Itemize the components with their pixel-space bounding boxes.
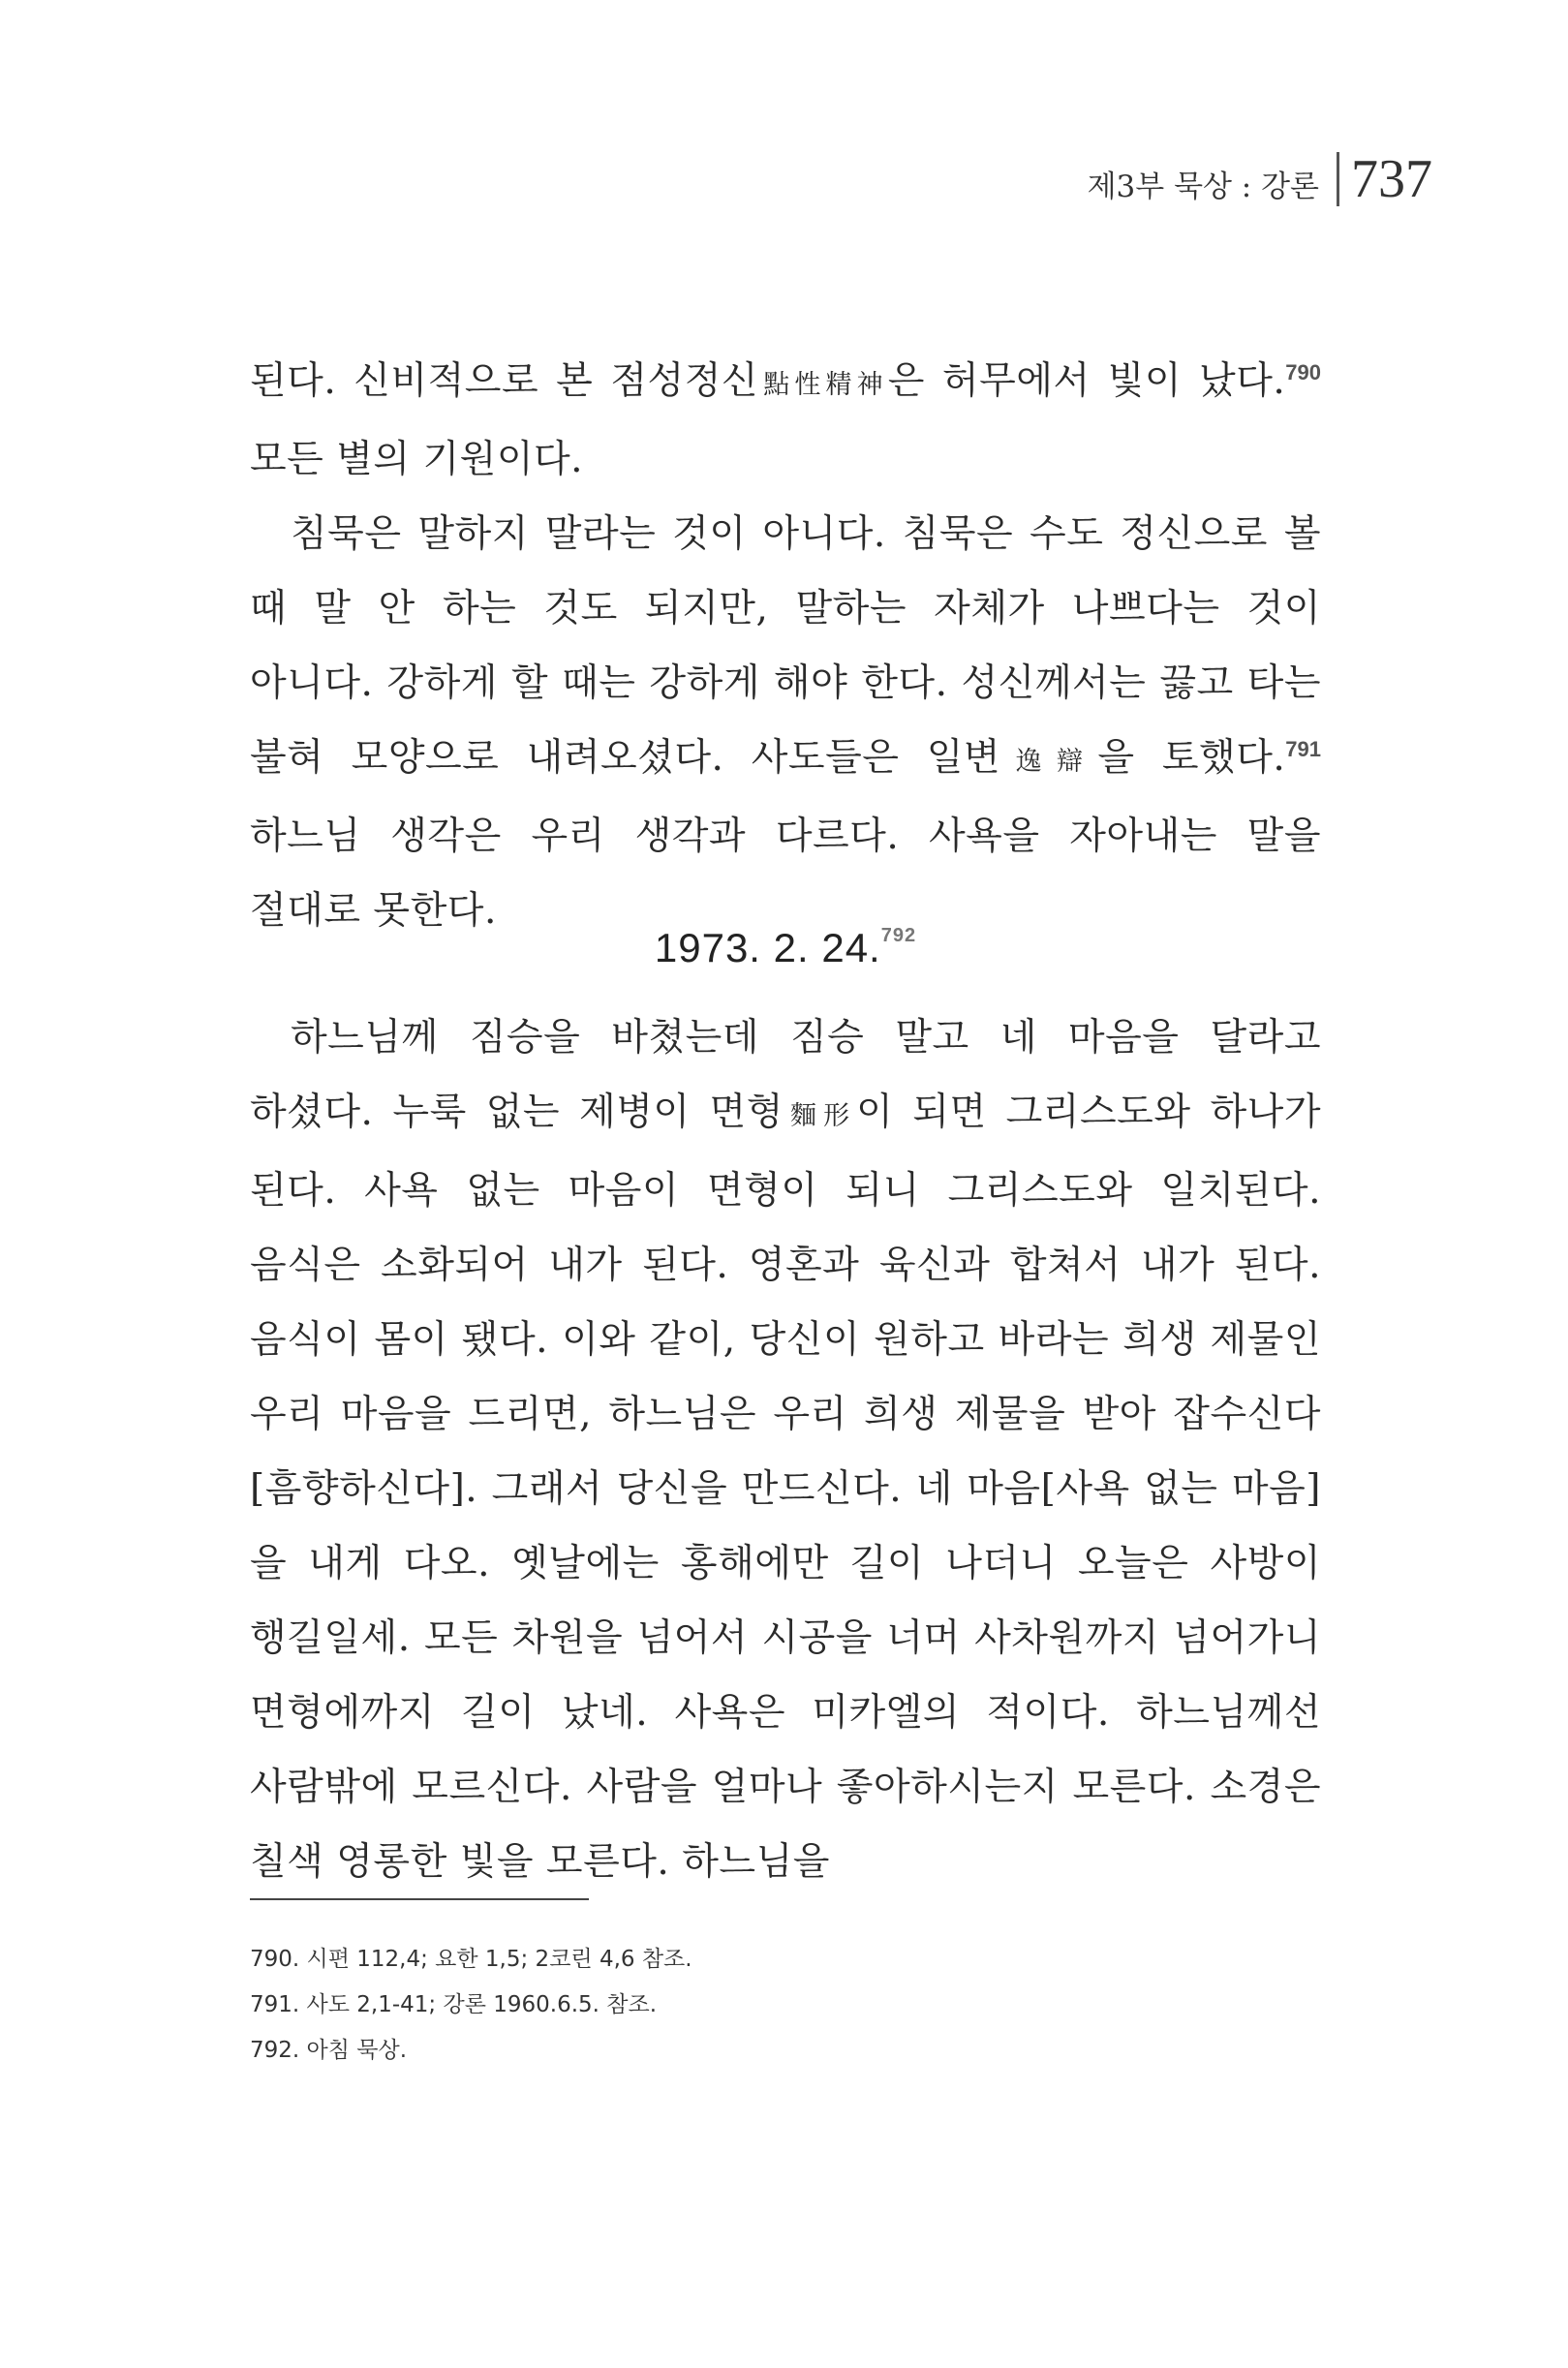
- paragraph-1: [250, 344, 1321, 497]
- footnote-792: 792. 아침 묵상.: [250, 2038, 408, 2063]
- footnote-divider: [250, 1898, 589, 1900]
- paragraph-2: [250, 497, 1321, 948]
- footnote-791: 791. 사도 2,1-41; 강론 1960.6.5. 참조.: [250, 1992, 658, 2017]
- footnotes: [250, 1937, 692, 2074]
- section-date: 1973. 2. 24.: [654, 925, 881, 970]
- body-text-top: [250, 344, 1321, 948]
- paragraph-text: 모든 별의 기원이다.: [250, 438, 584, 481]
- body-text-bottom: [250, 1000, 1321, 1899]
- section-heading: [250, 925, 1321, 971]
- paragraph-text: 을 토했다.: [1097, 736, 1286, 780]
- hanja-gloss: 麵形: [783, 1101, 857, 1131]
- footnote-ref-792[interactable]: 792: [880, 925, 917, 946]
- paragraph-3: [250, 1000, 1321, 1899]
- paragraph-text: 하느님 생각은 우리 생각과 다르다. 사욕을 자아내는 말을 절대로 못한다.: [250, 815, 1321, 933]
- paragraph-text: 은 허무에서 빛이 났다.: [887, 359, 1286, 403]
- hanja-gloss: 逸辯: [1000, 747, 1098, 777]
- paragraph-text: 침묵은 말하지 말라는 것이 아니다. 침묵은 수도 정신으로 볼 때 말 안 하는 것도 되지만, 말하는 자체가 나쁘다는 것이 아니다. 강하게 할 때는 강하게 해야 한다. 성신께서는 끓고 타는 불혀 모양으로 내려오셨다. 사도들은 일변: [250, 512, 1321, 780]
- hanja-gloss: 點性精神: [758, 370, 888, 400]
- running-title: 제3부 묵상 : 강론: [1087, 169, 1319, 204]
- paragraph-text: 된다. 신비적으로 본 점성정신: [250, 359, 759, 403]
- page-number: 737: [1351, 149, 1432, 209]
- paragraph-text: 하느님께 짐승을 바쳤는데 짐승 말고 네 마음을 달라고 하셨다. 누룩 없는 제병이 면형: [250, 1016, 1321, 1134]
- footnote-ref-791[interactable]: 791: [1285, 737, 1321, 761]
- paragraph-text: 이 되면 그리스도와 하나가 된다. 사욕 없는 마음이 면형이 되니 그리스도와 일치된다. 음식은 소화되어 내가 된다. 영혼과 육신과 합쳐서 내가 된다. 음식이 몸이 됐다. 이와 같이, 당신이 원하고 바라는 희생 제물인 우리 마음을 드리면, 하느님은 우리 희생 제물을 받아 잡수신다[흠향하신다]. 그래서 당신을 만드신다. 네 마음[사욕 없는 마음]을 내게 다오. 옛날에는 홍해에만 길이 나더니 오늘은 사방이 행길일세. 모든 차원을 넘어서 시공을 너머 사차원까지 넘어가니 면형에까지 길이 났네. 사욕은 미카엘의 적이다. 하느님께선 사람밖에 모르신다. 사람을 얼마나 좋아하시는지 모른다. 소경은 칠색 영롱한 빛을 모른다. 하느님을: [250, 1091, 1322, 1884]
- running-header: [1088, 145, 1432, 213]
- footnote-790: 790. 시편 112,4; 요한 1,5; 2코린 4,6 참조.: [250, 1947, 692, 1972]
- footnote-ref-790[interactable]: 790: [1285, 360, 1321, 384]
- header-divider: [1337, 152, 1339, 206]
